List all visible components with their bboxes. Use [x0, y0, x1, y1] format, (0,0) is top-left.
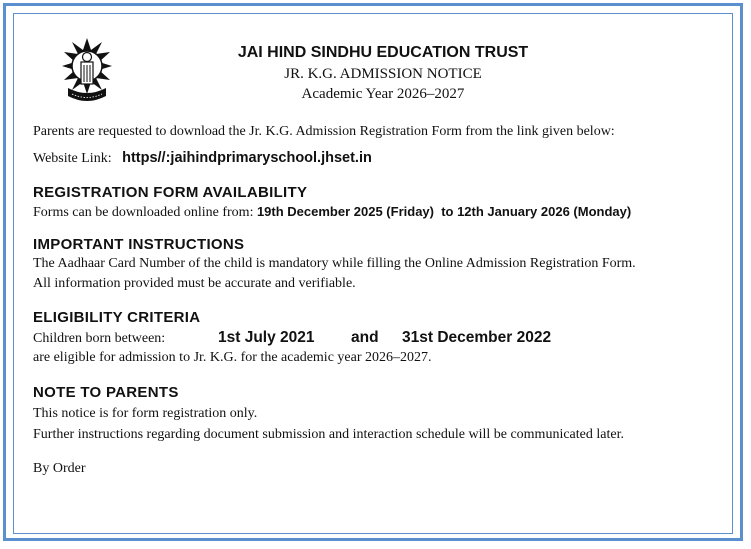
- instructions-line-1: The Aadhaar Card Number of the child is mandatory while filling the Online Admission Registration Form.: [33, 256, 636, 271]
- instructions-line-2: All information provided must be accurate and verifiable.: [33, 276, 356, 291]
- registration-heading: REGISTRATION FORM AVAILABILITY: [33, 184, 308, 201]
- eligibility-date-to: 31st December 2022: [402, 329, 552, 346]
- website-row: [33, 150, 372, 167]
- registration-dates: 19th December 2025 (Friday) to 12th January 2026 (Monday): [256, 204, 632, 219]
- sign-off: By Order: [33, 461, 86, 476]
- instructions-heading: IMPORTANT INSTRUCTIONS: [33, 236, 245, 253]
- registration-text: Forms can be downloaded online from:: [33, 205, 254, 220]
- registration-row: [33, 204, 631, 221]
- trust-name: JAI HIND SINDHU EDUCATION TRUST: [237, 44, 529, 61]
- eligibility-heading: ELIGIBILITY CRITERIA: [33, 309, 201, 326]
- note-heading: NOTE TO PARENTS: [33, 384, 179, 401]
- eligibility-date-from: 1st July 2021: [218, 329, 315, 346]
- website-label: Website Link:: [33, 151, 112, 166]
- eligibility-line-2: are eligible for admission to Jr. K.G. for the academic year 2026–2027.: [33, 350, 432, 365]
- note-line-1: This notice is for form registration only.: [33, 406, 258, 421]
- note-line-2: Further instructions regarding document submission and interaction schedule will be communicated later.: [33, 427, 624, 442]
- trust-emblem-icon: [62, 38, 112, 110]
- website-link[interactable]: https//:jaihindprimaryschool.jhset.in: [122, 150, 372, 166]
- eligibility-label: Children born between:: [33, 331, 166, 346]
- academic-year: Academic Year 2026–2027: [301, 86, 465, 102]
- intro-text: Parents are requested to download the Jr. K.G. Admission Registration Form from the link given below:: [33, 124, 615, 139]
- eligibility-and: and: [351, 329, 379, 346]
- notice-title: JR. K.G. ADMISSION NOTICE: [284, 66, 482, 82]
